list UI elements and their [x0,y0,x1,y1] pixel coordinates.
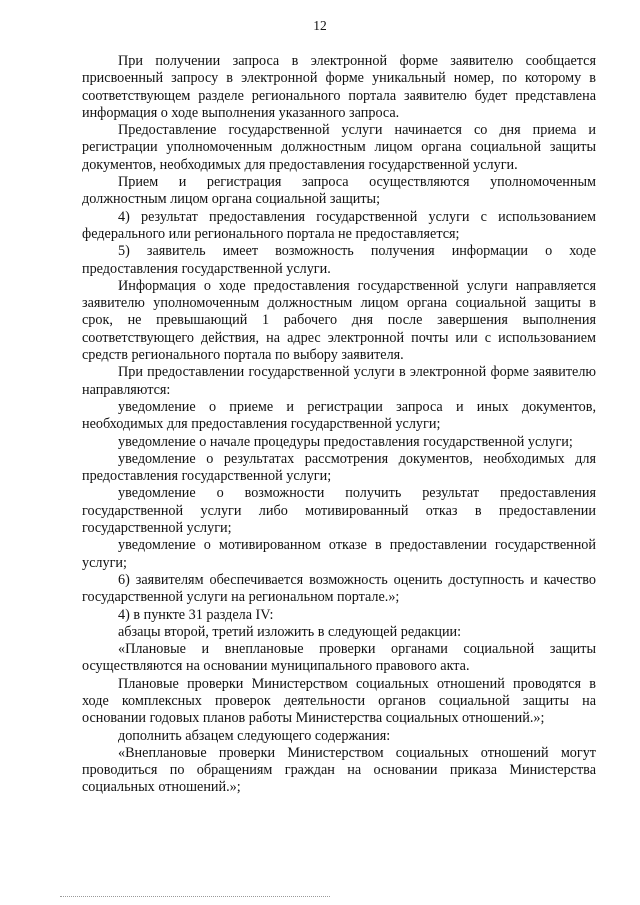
page-number: 12 [313,18,327,33]
paragraph: уведомление о приеме и регистрации запроса и иных документов, необходимых для предоставления государственной услуги; [82,398,596,433]
list-item: 6) заявителям обеспечивается возможность оценить доступность и качество государственной услуги на региональном портале.»; [82,571,596,606]
quoted-paragraph: «Внеплановые проверки Министерством социальных отношений могут проводиться по обращениям граждан на основании приказа Министерства социальных отношений.»; [82,744,596,796]
list-item: 4) в пункте 31 раздела IV: [118,606,274,623]
paragraph: абзацы второй, третий изложить в следующей редакции: [118,623,462,640]
paragraph: дополнить абзацем следующего содержания: [118,727,391,744]
quoted-paragraph: «Плановые и внеплановые проверки органами социальной защиты осуществляются на основании муниципального правового акта. [82,641,596,675]
paragraph: уведомление о результатах рассмотрения документов, необходимых для предоставления государственной услуги; [82,450,596,485]
list-item: 5) заявитель имеет возможность получения информации о ходе предоставления государственной услуги. [82,243,596,277]
paragraph: уведомление о возможности получить результат предоставления государственной услуги либо мотивированный отказ в предоставлении государственной услуги; [82,485,596,537]
paragraph: уведомление о мотивированном отказе в предоставлении государственной услуги; [82,537,596,571]
quoted-paragraph: Плановые проверки Министерством социальных отношений проводятся в ходе комплексных проверок деятельности органов социальной защиты на основании годовых планов работы Министерства социальных отношений.»; [82,675,596,727]
paragraph: Предоставление государственной услуги начинается со дня приема и регистрации уполномоченным должностным лицом органа социальной защиты документов, необходимых для предоставления государственной услуги. [82,122,596,173]
document-body [82,53,596,797]
paragraph: При предоставлении государственной услуги в электронной форме заявителю направляются: [82,364,596,398]
paragraph: уведомление о начале процедуры предоставления государственной услуги; [118,433,573,450]
paragraph: Прием и регистрация запроса осуществляются уполномоченным должностным лицом органа социальной защиты; [82,174,596,208]
paragraph: Информация о ходе предоставления государственной услуги направляется заявителю уполномоченным должностным лицом органа социальной защиты в срок, не превышающий 1 рабочего дня после завершения выполнения соответствующего действия, на адрес электронной почты или с использованием средств регионального портала по выбору заявителя. [82,277,596,364]
list-item: 4) результат предоставления государственной услуги с использованием федерального или регионального портала не предоставляется; [82,208,596,242]
scan-edge-artifact [60,896,330,897]
paragraph: При получении запроса в электронной форме заявителю сообщается присвоенный запросу в электронной форме уникальный номер, по которому в соответствующем разделе регионального портала заявителю будет представлена информация о ходе выполнения указанного запроса. [82,53,596,121]
